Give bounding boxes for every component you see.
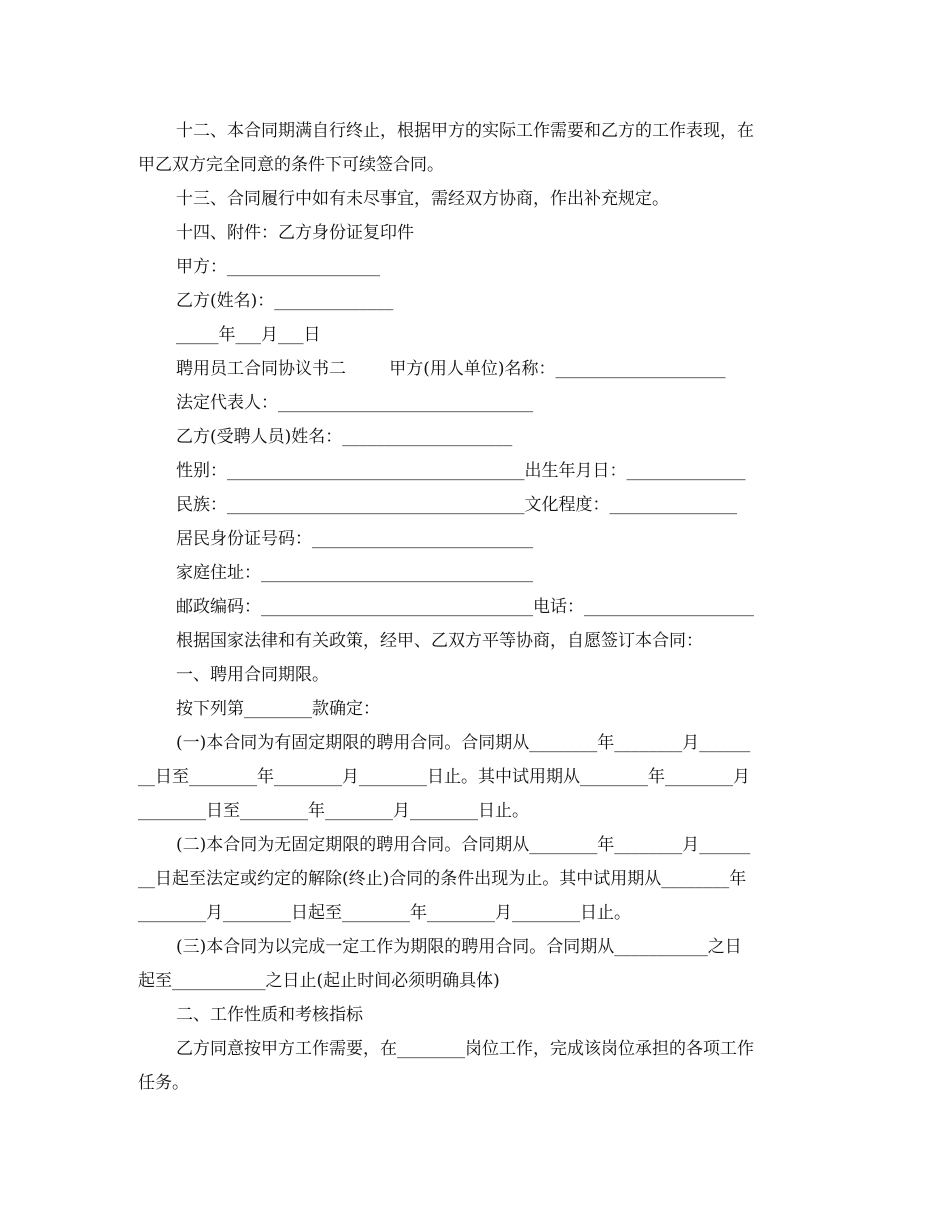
party-a-signature: 甲方：__________________: [176, 257, 380, 277]
term-task-line-2: 起至___________之日止(起止时间必须明确具体): [138, 971, 500, 991]
term-task-line-1: (三)本合同为以完成一定工作为期限的聘用合同。合同期从___________之日: [176, 937, 742, 957]
legal-representative: 法定代表人：______________________________: [176, 393, 533, 413]
section-2-line-2: 任务。: [138, 1073, 189, 1093]
clause-12-line-2: 甲乙双方完全同意的条件下可续签合同。: [138, 155, 444, 175]
clause-12-line-1: 十二、本合同期满自行终止，根据甲方的实际工作需要和乙方的工作表现，在: [176, 121, 754, 141]
signature-date: _____年___月___日: [176, 325, 321, 345]
term-open-line-1: (二)本合同为无固定期限的聘用合同。合同期从________年________月______: [176, 835, 751, 855]
gender-birthdate: 性别：___________________________________出生年月日：______________: [176, 461, 746, 481]
id-number: 居民身份证号码：__________________________: [176, 529, 533, 549]
ethnicity-education: 民族：___________________________________文化程度：_______________: [176, 495, 737, 515]
term-fixed-line-1: (一)本合同为有固定期限的聘用合同。合同期从________年________月______: [176, 733, 751, 753]
contract-two-title-employer: 聘用员工合同协议书二 甲方(用人单位)名称：____________________: [176, 359, 726, 379]
section-1-option: 按下列第________款确定：: [176, 699, 380, 719]
party-b-signature: 乙方(姓名)：______________: [176, 291, 394, 311]
preamble: 根据国家法律和有关政策，经甲、乙双方平等协商，自愿签订本合同：: [176, 631, 703, 651]
term-open-line-3: ________月________日起至________年________月________日止。: [138, 903, 631, 923]
home-address: 家庭住址：________________________________: [176, 563, 533, 583]
term-open-line-2: __日起至法定或约定的解除(终止)合同的条件出现为止。其中试用期从________年: [138, 869, 747, 889]
section-2-line-1: 乙方同意按甲方工作需要，在________岗位工作，完成该岗位承担的各项工作: [176, 1039, 754, 1059]
term-fixed-line-3: ________日至________年________月________日止。: [138, 801, 529, 821]
postcode-phone: 邮政编码：________________________________电话：____________________: [176, 597, 754, 617]
term-fixed-line-2: __日至________年________月________日止。其中试用期从________年________月: [138, 767, 750, 787]
employee-name: 乙方(受聘人员)姓名：____________________: [176, 427, 513, 447]
clause-14-attachment: 十四、附件：乙方身份证复印件: [176, 223, 414, 243]
section-2-heading: 二、工作性质和考核指标: [176, 1005, 363, 1025]
section-1-heading: 一、聘用合同期限。: [176, 665, 329, 685]
clause-13: 十三、合同履行中如有未尽事宜，需经双方协商，作出补充规定。: [176, 189, 669, 209]
